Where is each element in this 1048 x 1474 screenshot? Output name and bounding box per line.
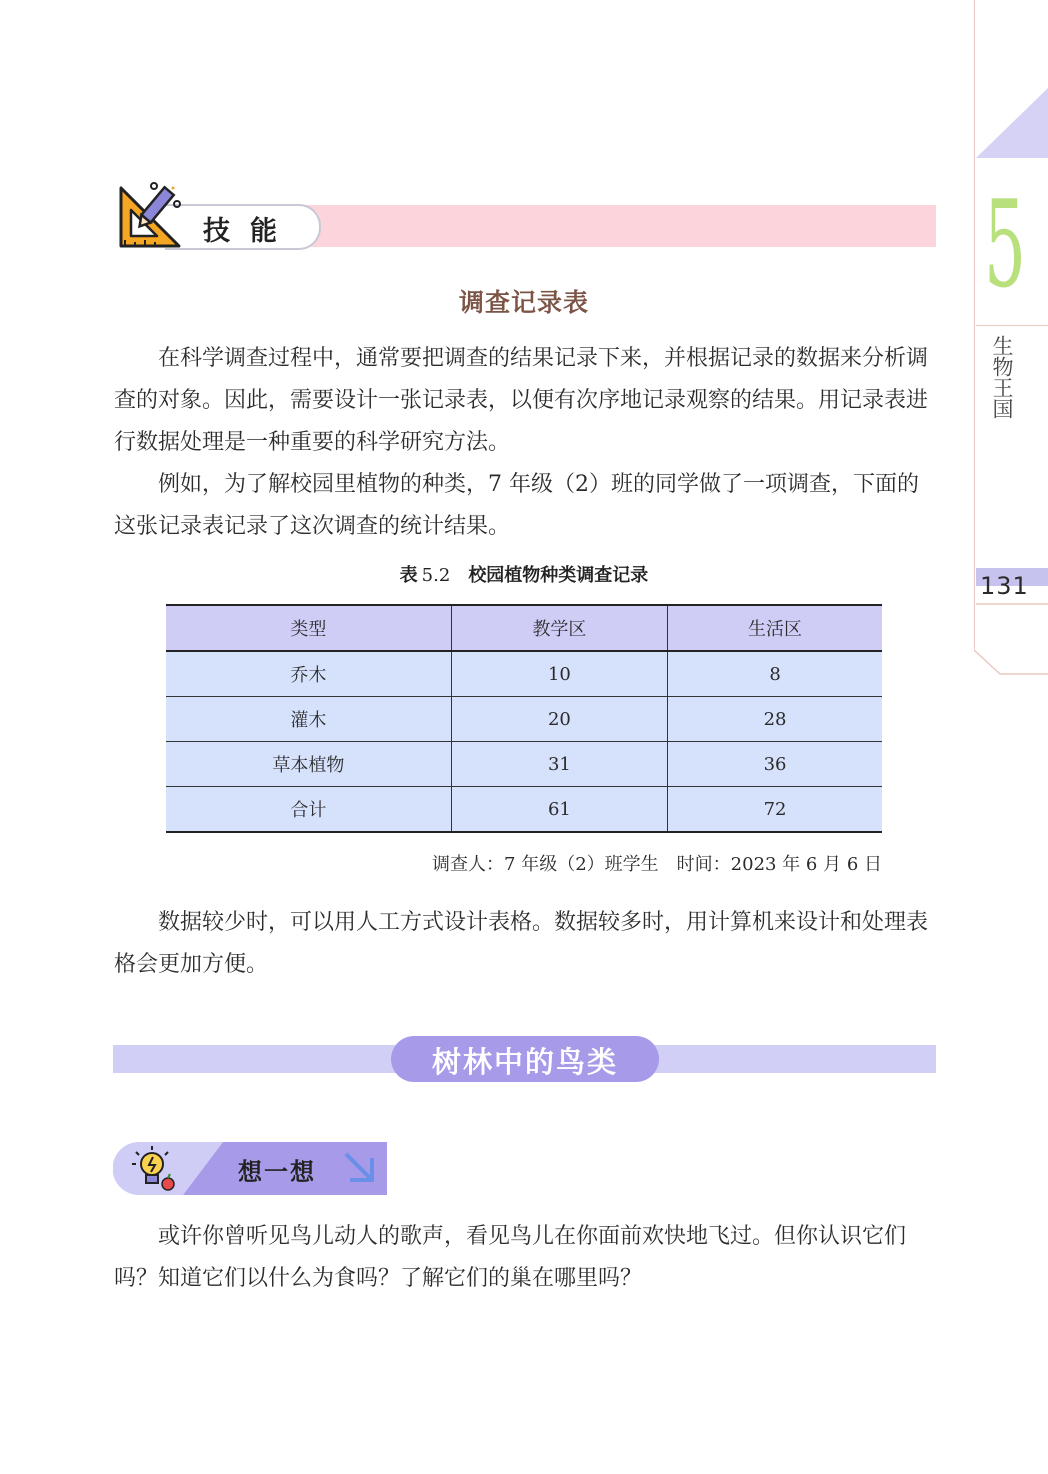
table-cell: 合计 bbox=[166, 787, 451, 833]
chapter-number: 5 bbox=[984, 176, 1026, 315]
table-caption bbox=[0, 561, 1048, 587]
table-row bbox=[166, 697, 882, 742]
table-header-cell: 类型 bbox=[166, 605, 451, 651]
table-cell: 20 bbox=[451, 697, 667, 742]
side-tab-rule bbox=[976, 325, 1048, 326]
table-caption-number: 5.2 bbox=[421, 565, 451, 586]
table-cell: 草本植物 bbox=[166, 742, 451, 787]
think-label: 想一想 bbox=[238, 1158, 316, 1186]
lightbulb-icon bbox=[128, 1144, 180, 1196]
paragraph-1: 在科学调查过程中，通常要把调查的结果记录下来，并根据记录的数据来分析调查的对象。因此，需要设计一张记录表，以便有次序地记录观察的结果。用记录表进行数据处理是一种重要的科学研究方法。 bbox=[114, 346, 929, 455]
section-title: 调查记录表 bbox=[458, 288, 589, 317]
table-row bbox=[166, 787, 882, 833]
think-paragraph: 或许你曾听见鸟儿动人的歌声，看见鸟儿在你面前欢快地飞过。但你认识它们吗？知道它们以什么为食吗？了解它们的巢在哪里吗？ bbox=[114, 1224, 907, 1291]
table-row bbox=[166, 742, 882, 787]
page-number: 131 bbox=[980, 572, 1029, 600]
table-caption-label: 表 bbox=[399, 565, 418, 586]
skill-label: 技能 bbox=[203, 216, 297, 247]
table-header-row bbox=[166, 605, 882, 651]
table-header-cell: 教学区 bbox=[451, 605, 667, 651]
table-cell: 36 bbox=[668, 742, 882, 787]
set-square-pencil-icon bbox=[113, 180, 185, 250]
table-cell: 乔木 bbox=[166, 651, 451, 697]
after-table-paragraph-block bbox=[114, 902, 936, 986]
side-tab-divider bbox=[974, 0, 975, 648]
table-header-cell: 生活区 bbox=[668, 605, 882, 651]
intro-paragraphs bbox=[114, 338, 936, 548]
arrow-down-right-icon bbox=[342, 1150, 378, 1186]
side-tab-bottom-shape bbox=[974, 600, 1048, 676]
chapter-title: 生物王国 bbox=[990, 335, 1014, 419]
table-cell: 72 bbox=[668, 787, 882, 833]
bird-section-title: 树林中的鸟类 bbox=[431, 1045, 618, 1079]
paragraph-2: 例如，为了解校园里植物的种类，7 年级（2）班的同学做了一项调查，下面的这张记录表记录了这次调查的统计结果。 bbox=[114, 472, 919, 539]
table-row bbox=[166, 651, 882, 697]
table-cell: 61 bbox=[451, 787, 667, 833]
table-cell: 灌木 bbox=[166, 697, 451, 742]
table-cell: 10 bbox=[451, 651, 667, 697]
think-paragraph-block bbox=[114, 1216, 936, 1300]
after-table-paragraph: 数据较少时，可以用人工方式设计表格。数据较多时，用计算机来设计和处理表格会更加方便。 bbox=[114, 910, 929, 977]
table-caption-title: 校园植物种类调查记录 bbox=[468, 565, 649, 586]
side-tab-triangle bbox=[976, 88, 1048, 158]
table-cell: 8 bbox=[668, 651, 882, 697]
table-footnote: 调查人：7 年级（2）班学生 时间：2023 年 6 月 6 日 bbox=[432, 854, 882, 875]
table-cell: 28 bbox=[668, 697, 882, 742]
plant-survey-table bbox=[166, 604, 882, 833]
table-cell: 31 bbox=[451, 742, 667, 787]
